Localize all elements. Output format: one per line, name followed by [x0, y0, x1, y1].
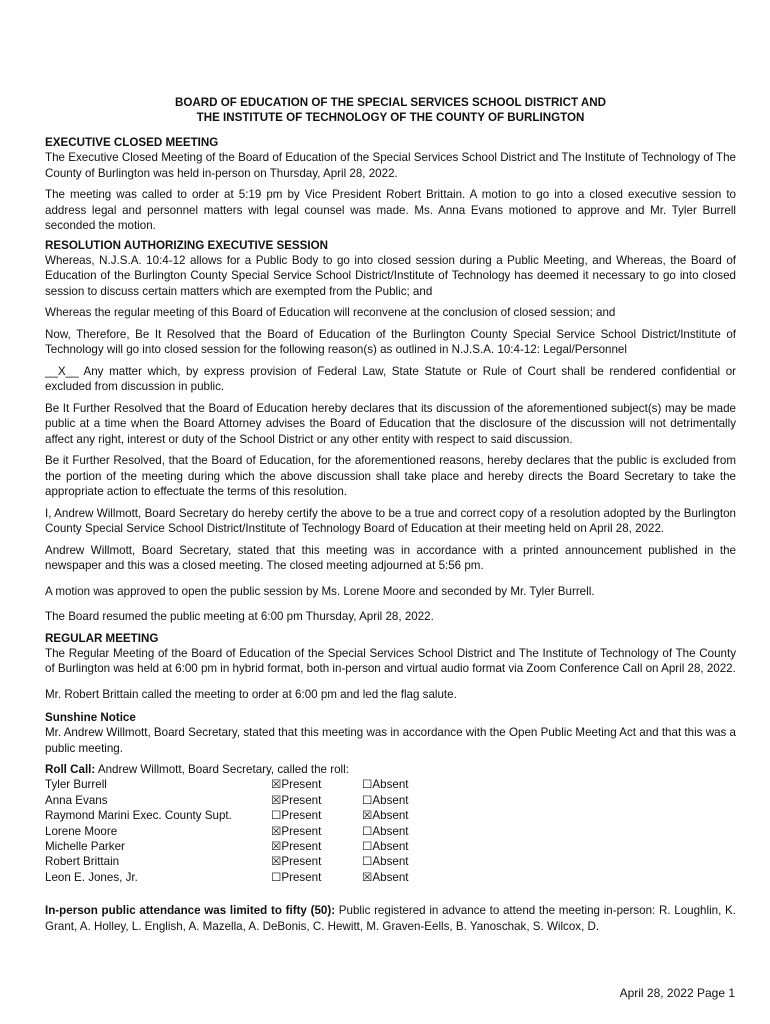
roll-row	[45, 839, 736, 854]
resolution-paragraph-6: Be it Further Resolved, that the Board of Education, for the aforementioned reasons, hereby declares that the public is excluded from the portion of the meeting during which the above discussion shall take place and hereby directs the Board Secretary to take the appropriate action to effectuate the terms of this resolution.	[45, 454, 736, 498]
sunshine-paragraph: Mr. Andrew Willmott, Board Secretary, stated that this meeting was in accordance with the Open Public Meeting Act and that this was a public meeting.	[45, 726, 736, 755]
member-name: Leon E. Jones, Jr.	[45, 870, 138, 884]
roll-row	[45, 793, 736, 808]
absent-checkbox: ☐Absent	[362, 840, 409, 854]
regular-meeting-heading: REGULAR MEETING	[45, 631, 159, 645]
absent-checkbox: ☐Absent	[362, 824, 409, 838]
absent-checkbox: ☐Absent	[362, 793, 409, 807]
present-checkbox: ☒Present	[271, 840, 322, 854]
member-name: Tyler Burrell	[45, 778, 107, 792]
present-checkbox: ☒Present	[271, 778, 322, 792]
title-line-2: THE INSTITUTE OF TECHNOLOGY OF THE COUNTY OF BURLINGTON	[196, 111, 585, 124]
member-name: Robert Brittain	[45, 855, 120, 869]
executive-paragraph-1: The Executive Closed Meeting of the Board of Education of the Special Services School District and The Institute of Technology of The County of Burlington was held in-person on Thursday, April 28, 2022.	[45, 151, 736, 180]
present-checkbox: ☐Present	[271, 809, 322, 823]
absent-checkbox: ☐Absent	[362, 855, 409, 869]
executive-paragraph-2: The meeting was called to order at 5:19 pm by Vice President Robert Brittain. A motion to go into a closed executive session to address legal and personnel matters with legal counsel was made. Ms. Anna Evans motioned to approve and Mr. Tyler Burrell seconded the motion.	[45, 188, 736, 232]
attendance-text: Public registered in advance to attend the meeting in-person: R. Loughlin, K. Grant, A. Holley, L. English, A. Mazella, A. DeBonis, C. Hewitt, M. Graven-Eells, B. Yanoschak, S. Wilcox, D.	[45, 904, 736, 933]
roll-call-intro-text: Andrew Willmott, Board Secretary, called the roll:	[95, 763, 349, 776]
resolution-paragraph-7: I, Andrew Willmott, Board Secretary do hereby certify the above to be a true and correct copy of a resolution adopted by the Burlington County Special Service School District/Institute of Technology Board of Education at their meeting held on April 28, 2022.	[45, 506, 736, 535]
resolution-paragraph-1: Whereas, N.J.S.A. 10:4-12 allows for a Public Body to go into closed session during a Public Meeting, and Whereas, the Board of Education of the Burlington County Special Service School District/Institute of Technology has deemed it necessary to go into closed session to discuss certain matters which are exempted from the Public; and	[45, 253, 736, 298]
title-line-1: BOARD OF EDUCATION OF THE SPECIAL SERVICES SCHOOL DISTRICT AND	[175, 96, 606, 109]
roll-row	[45, 824, 736, 839]
absent-checkbox: ☒Absent	[362, 809, 409, 823]
attendance-label: In-person public attendance was limited to fifty (50):	[45, 904, 336, 918]
document-title	[45, 95, 736, 125]
regular-paragraph-2: Mr. Robert Brittain called the meeting to order at 6:00 pm and led the flag salute.	[45, 687, 457, 701]
resolution-paragraph-4-text: Any matter which, by express provision of Federal Law, State Statute or Rule of Court shall be rendered confidential or excluded from discussion in public.	[45, 364, 736, 393]
resolution-heading: RESOLUTION AUTHORIZING EXECUTIVE SESSION	[45, 238, 328, 252]
sunshine-heading: Sunshine Notice	[45, 711, 136, 724]
member-name: Michelle Parker	[45, 840, 125, 854]
resolution-paragraph-9: A motion was approved to open the public session by Ms. Lorene Moore and seconded by Mr. Tyler Burrell.	[45, 584, 595, 598]
attendance-paragraph	[45, 903, 736, 934]
roll-call-intro	[45, 762, 736, 777]
present-checkbox: ☒Present	[271, 824, 322, 838]
page-footer: April 28, 2022 Page 1	[619, 986, 735, 1000]
present-checkbox: ☒Present	[271, 793, 322, 807]
roll-row	[45, 854, 736, 869]
roll-row	[45, 870, 736, 885]
roll-row	[45, 777, 736, 792]
member-name: Lorene Moore	[45, 824, 118, 838]
resolution-paragraph-4	[45, 364, 736, 395]
roll-call-label: Roll Call:	[45, 763, 96, 776]
executive-heading: EXECUTIVE CLOSED MEETING	[45, 136, 219, 149]
resolution-paragraph-10: The Board resumed the public meeting at 6:00 pm Thursday, April 28, 2022.	[45, 610, 434, 623]
document-page	[45, 90, 736, 934]
resolution-paragraph-5: Be It Further Resolved that the Board of Education hereby declares that its discussion of the aforementioned subject(s) may be made public at a time when the Board Attorney advises the Board of Education that the disclosure of the discussion will not detrimentally affect any right, interest or duty of the School District or any other entity with respect to said discussion.	[45, 401, 736, 446]
absent-checkbox: ☐Absent	[362, 778, 409, 792]
present-checkbox: ☐Present	[271, 870, 322, 884]
roll-row	[45, 808, 736, 823]
resolution-paragraph-2: Whereas the regular meeting of this Board of Education will reconvene at the conclusion of closed session; and	[45, 306, 616, 319]
selection-mark: __X__	[45, 364, 79, 378]
regular-paragraph-1: The Regular Meeting of the Board of Education of the Special Services School District and The Institute of Technology of The County of Burlington was held at 6:00 pm in hybrid format, both in-person and virtual audio format via Zoom Conference Call on April 28, 2022.	[45, 646, 736, 675]
member-name: Anna Evans	[45, 793, 108, 807]
resolution-paragraph-3: Now, Therefore, Be It Resolved that the Board of Education of the Burlington County Special Service School District/Institute of Technology will go into closed session for the following reason(s) as outlined in N.J.S.A. 10:4-12: Legal/Personnel	[45, 327, 736, 356]
member-name: Raymond Marini Exec. County Supt.	[45, 809, 232, 823]
present-checkbox: ☒Present	[271, 855, 322, 869]
roll-call	[45, 762, 736, 885]
resolution-paragraph-8: Andrew Willmott, Board Secretary, stated that this meeting was in accordance with a printed announcement published in the newspaper and this was a closed meeting. The closed meeting adjourned at 5:56 pm.	[45, 543, 736, 572]
absent-checkbox: ☒Absent	[362, 870, 409, 884]
